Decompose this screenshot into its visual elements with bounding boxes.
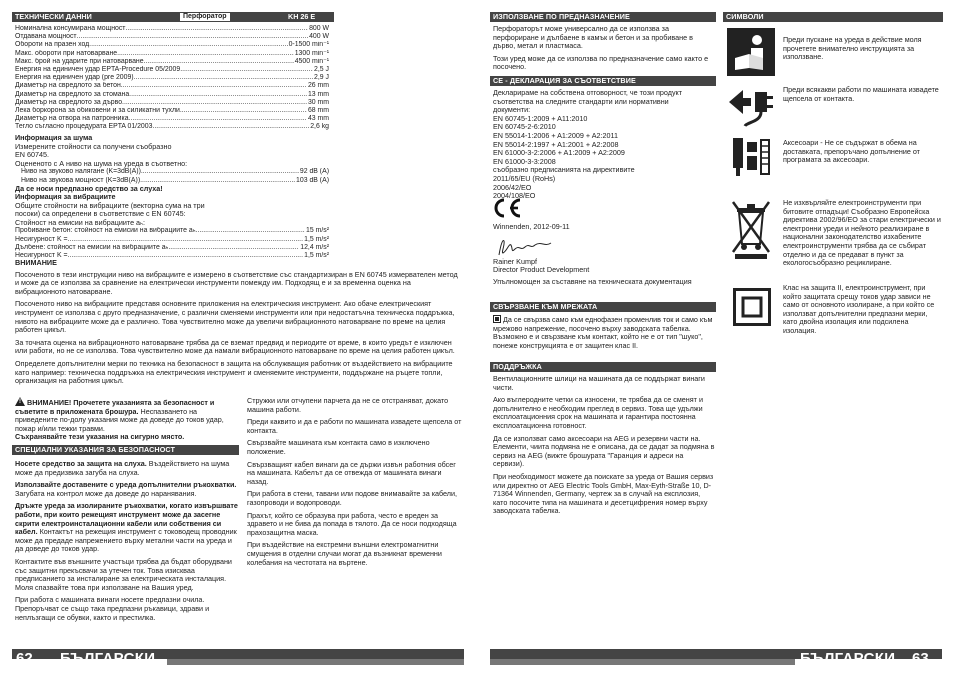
ce-line: съответства на следните стандарти или нормативни [493, 96, 669, 106]
special-safety-paragraph: При въздействие на екстремни външни електромагнитни смущения в отделни случаи могат да възникнат временни колебания на честотата на въртене. [247, 540, 442, 567]
right-language: БЪЛГАРСКИ [800, 650, 896, 667]
use-header [490, 12, 716, 22]
special-safety-text: Въздействието на шума може да предизвика загуба на слуха. [15, 459, 230, 477]
left-footer-gray [167, 659, 464, 665]
leader-dots [121, 82, 307, 90]
tech-row-label: Тегло съгласно процедурата EPTA 01/2003 [15, 123, 153, 131]
symbol-text-4: Не изхвърляйте електроинструменти при битовите отпадъци! Съобразно Европейска директива 2002/96/EO за стари електрически и електронни уреди и нейното реализиране в национални законодателство изхабените електроинструменти трябва да се събират отделно и да се предават в пункт за екологосъобразно рециклиране. [783, 198, 941, 268]
noise-row-label: Ниво на звуково налягане (K=3dB(A)) [21, 168, 141, 176]
special-safety-paragraph [15, 460, 239, 477]
special-safety-paragraph [15, 502, 239, 554]
maintenance-title: ПОДДРЪЖКА [493, 362, 542, 371]
warning-body: Неспазването на приведените по-долу указания може да доведе до токов удар, пожар и/или тежки травми. [15, 406, 224, 433]
mains-title: СВЪРЗВАНЕ КЪМ МРЕЖАТА [493, 302, 598, 311]
ce-line: EN 61000-3-2:2006 + A1:2009 + A2:2009 [493, 148, 625, 158]
ce-header [490, 76, 716, 86]
leader-dots [89, 41, 287, 49]
mains-text: Да се свързва само към еднофазен променлив ток и само към мрежово напрежение, посочено върху заводската табелка. Възможно е и свързване към контакт, който не е от тип "шуко", понеже конструкцията е от защитен клас II. [493, 315, 713, 350]
tech-row-label: Енергия на единичен удар EPTA-Procedure 05/2009 [15, 66, 181, 74]
special-safety-paragraph: Преди каквито и да е работи по машината извадете щепсела от контакта. [247, 417, 462, 435]
ce-line: EN 60745-2-6:2010 [493, 122, 556, 132]
tech-row [15, 82, 329, 90]
tech-row-value: 43 mm [307, 115, 329, 123]
vibration-row [15, 236, 329, 244]
maintenance-paragraph: При необходимост можете да поискате за уреда от Вашия сервиз или директно от AEG Electric Tools GmbH, Max-Eyth-Straße 10, D-71364 Winnenden, Germany, чертеж за в случай на експлозия, като посочите типа на машината и десетцифрения номер върху заводската табелка. [493, 471, 714, 516]
maintenance-paragraph: Ако въглеродните четки са износени, те трябва да се сменят и допълнително е необходим преглед в сервиз. Това ще удължи експлоатационния срок на машината и гарантира постоянна експлоатационна готовност. [493, 395, 703, 430]
signer-name: Rainer Kumpf [493, 257, 537, 266]
noise-values [15, 168, 329, 184]
noise-row [21, 168, 329, 176]
tech-row [15, 115, 329, 123]
tech-row-label: Диаметър на отвора на патронника [15, 115, 129, 123]
square-bullet-icon [493, 315, 501, 323]
special-safety-lead: Използвайте доставените с уреда допълнителни ръкохватки. [15, 480, 237, 490]
leader-dots [141, 168, 299, 176]
vibration-row-value: 15 m/s² [306, 227, 329, 235]
vibration-row [15, 227, 329, 235]
attention-title: ВНИМАНИЕ [15, 258, 57, 267]
ce-line: 2004/108/EO [493, 191, 536, 201]
ce-title: CE - ДЕКЛАРАЦИЯ ЗА СЪОТВЕТСТВИЕ [493, 76, 636, 85]
warning-block [15, 397, 237, 442]
leader-dots [144, 58, 294, 66]
tech-row-label: Макс. брой на ударите при натоварване [15, 57, 144, 65]
left-page-number: 62 [16, 650, 33, 667]
maintenance-paragraphs [493, 375, 715, 520]
leader-dots [180, 107, 307, 115]
attention-section [15, 259, 461, 390]
noise-wear: Да се носи предпазно средство за слуха! [15, 183, 163, 193]
tech-model: KH 26 E [288, 12, 316, 21]
special-safety-text: Загубата на контрол може да доведе до наранявания. [15, 488, 197, 498]
ce-line: съобразно предписанията на директивите [493, 165, 635, 175]
tech-row [15, 74, 329, 82]
vibration-line3: Стойност на емисии на вибрациите aₕ: [15, 217, 145, 227]
tech-row-label: Лека боркорона за обиковени и за силикатни тухли [15, 107, 180, 115]
tech-row-value: 2,6 kg [310, 123, 329, 131]
vibration-line2: посоки) са определени в съответствие с EN 60745: [15, 209, 186, 219]
tech-row-value: 0-1500 min⁻¹ [288, 41, 329, 49]
noise-title: Информация за шума [15, 133, 93, 142]
right-page-number: 63 [912, 650, 929, 667]
tech-row-label: Диаметър на свредлото за бетон [15, 82, 121, 90]
ce-declaration [493, 89, 715, 201]
attention-paragraph: Посоченото в тези инструкции ниво на вибрациите е измерено в съответствие със стандартизиран в EN 60745 измервателен метод и може да се използва за сравнение на електрически инструменти помежду им. Подходящ е и за временна оценка на вибрационното натоварване. [15, 269, 458, 296]
tech-row-label: Обороти на празен ход [15, 41, 90, 49]
leader-dots [152, 123, 309, 131]
signature [495, 235, 555, 259]
ce-line: документи: [493, 105, 531, 115]
warning-text [15, 397, 237, 433]
vibration-row-value: 1,5 m/s² [304, 251, 329, 259]
leader-dots [122, 99, 307, 107]
ce-line: EN 55014-1:2006 + A1:2009 + A2:2011 [493, 130, 618, 140]
noise-row-value: 92 dB (A) [299, 168, 329, 176]
vibration-row-label: Несигурност K = [15, 251, 68, 259]
warning-lead: ВНИМАНИЕ! Прочетете указанията за безопасност и съветите в приложената брошура. [15, 398, 215, 416]
attention-paragraph: За точната оценка на вибрационното натоварване трябва да се вземат предвид и периодите от време, в които уредът е изключен или работи, но не се използва. Това чувствително може да намали вибрационното натоварване по време на целия работен цикъл. [15, 337, 455, 356]
vibration-row-label: Пробиване бетон: стойност на емисии на вибрациите aₕ [15, 227, 196, 235]
tech-row-value: 4500 min⁻¹ [294, 57, 329, 65]
noise-row-label: Ниво на звукова мощност (K=3dB(A)) [21, 176, 141, 184]
special-safety-paragraph [15, 558, 239, 592]
special-safety-text: Контактите във външните участъци трябва да бъдат оборудвани със защитни прекъсвачи за утечен ток. Това изискваа предписанието за инсталиране за електрическата инсталация. Моля спазвайте това при използване на Вашия уред. [15, 556, 232, 592]
use-paragraphs [493, 25, 715, 76]
vibration-row [15, 244, 329, 252]
use-paragraph: Перфораторът може универсално да се използва за перфориране и дълбаене в камък и бетон и за пробиване в дърво, метал и пластмаса. [493, 24, 693, 51]
leader-dots [125, 25, 308, 33]
tech-row-value: 400 W [309, 33, 329, 41]
tech-row-label: Енергия на единичен удар (pre 2009) [15, 74, 134, 82]
leader-dots [140, 177, 295, 185]
special-safety-lead: Носете средство за защита на слуха. [15, 459, 147, 468]
leader-dots [68, 236, 304, 244]
leader-dots [129, 91, 307, 99]
leader-dots [134, 74, 313, 82]
special-safety-header [12, 445, 239, 455]
vibration-line1: Общите стойности на вибрациите (векторна сума на три [15, 200, 205, 210]
signature-image [495, 235, 555, 259]
leader-dots [180, 66, 313, 74]
use-paragraph: Този уред може да се използва по предназначение само както е посочено. [493, 53, 709, 72]
tech-row [15, 50, 329, 58]
special-safety-paragraph: Стружки или отчупени парчета да не се отстраняват, докато машина работи. [247, 396, 449, 414]
tech-row-value: 13 mm [307, 90, 329, 98]
special-safety-paragraph [15, 596, 239, 622]
noise-line1: Измерените стойности са получени съобразно [15, 141, 172, 151]
use-title: ИЗПОЛЗВАНЕ ПО ПРЕДНАЗНАЧЕНИЕ [493, 12, 630, 21]
left-language: БЪЛГАРСКИ [60, 650, 156, 667]
tech-data-title: ТЕХНИЧЕСКИ ДАННИ [15, 12, 92, 21]
tech-row [15, 107, 329, 115]
signer-title: Director Product Development [493, 265, 590, 274]
special-safety-col2 [247, 397, 462, 571]
ce-line: 2011/65/EU (RoHs) [493, 173, 556, 183]
tech-row [15, 41, 329, 49]
vibration-row-value: 12,4 m/s² [300, 243, 329, 251]
maintenance-header [490, 362, 716, 372]
warning-triangle-icon: ! [15, 397, 25, 406]
accessories-icon [727, 132, 775, 180]
tech-row [15, 91, 329, 99]
tech-row-label: Макс. обороти при натоварване [15, 49, 118, 57]
tech-row-value: 2,9 J [314, 74, 329, 82]
tech-row [15, 25, 329, 33]
mains-paragraph [493, 315, 715, 350]
ce-line: EN 60745-1:2009 + A11:2010 [493, 113, 588, 123]
symbol-text-3: Аксесоари - Не се съдържат в обема на доставката, препоръчано допълнение от програмата за аксесоари. [783, 138, 920, 165]
special-safety-text: При работа с машината винаги носете предпазни очила. Препоръчват се също така предпазни ръкавици, здрави и неплъзгащи се обувки, както и престилка. [15, 595, 210, 622]
authorized-text: Упълномощен за съставяне на техническата документация [493, 277, 692, 286]
special-safety-paragraph: Свързвайте машината към контакта само в изключено положение. [247, 438, 430, 456]
vibration-row-label: Дълбене: стойност на емисии на вибрациите aₕ [15, 243, 169, 251]
tech-row-value: 26 mm [307, 82, 329, 90]
noise-section [15, 134, 329, 193]
vibration-values [15, 227, 329, 260]
ce-line: Декларираме на собствена отговорност, че този продукт [493, 88, 683, 97]
special-safety-lead: Дръжте уреда за изолираните ръкохватки, когато извършвате работи, при които режещият инструмент може да засегне скрити електроинсталационни кабели или собствения си кабел. [15, 501, 238, 537]
ce-line: 2006/42/EO [493, 182, 532, 192]
tech-row-label: Диаметър на свредлото за стомана [15, 90, 130, 98]
mains-section [493, 315, 715, 350]
attention-paragraph: Посоченото ниво на вибрациите представя основните приложения на електрическия инструмент. Ако обаче електрическият инструмент се използва с друго предназначение, с различни сменяеми инструменти или при недостатъчна техническа поддръжка, нивото на вибрациите може да е различно. Това чувствително може да увеличи вибрационното натоварване по време на целия работен цикъл. [15, 299, 455, 335]
tech-row [15, 66, 329, 74]
vibration-row-value: 1,5 m/s² [304, 235, 329, 243]
leader-dots [77, 33, 308, 41]
noise-line2: EN 60745. [15, 150, 49, 160]
mains-header [490, 302, 716, 312]
tech-row-value: 30 mm [307, 98, 329, 106]
weee-bin-icon [727, 196, 775, 260]
special-safety-paragraph [15, 481, 239, 498]
tech-row-label: Диаметър на свредлото за дърво [15, 98, 123, 106]
symbols-header [723, 12, 943, 22]
special-safety-paragraph: Прахът, който се образува при работа, често е вреден за здравето и не бива да попада в тялото. Да се носи подходяща прахозащитна маска. [247, 510, 457, 537]
vibration-section [15, 193, 329, 260]
noise-row-value: 103 dB (A) [296, 176, 329, 184]
tech-row [15, 99, 329, 107]
place-date: Winnenden, 2012-09-11 [493, 222, 570, 231]
right-footer-gray [490, 659, 795, 665]
special-safety-text: Контактът на режещия инструмент с тоководещ проводник може да предаде напрежението върху метални части на уреда и да доведе до токов удар. [15, 527, 237, 554]
symbols-title: СИМВОЛИ [726, 12, 764, 21]
noise-line3: Оцененото с А ниво на шума на уреда в съответно: [15, 158, 188, 168]
leader-dots [129, 115, 307, 123]
tech-row [15, 58, 329, 66]
tech-row-value: 1300 min⁻¹ [294, 49, 329, 57]
special-safety-paragraph: Свързващият кабел винаги да се държи извън работния обсег на машината. Кабелът да се отвежда от машината винаги назад. [247, 459, 456, 486]
ce-line: EN 55014-2:1997 + A1:2001 + A2:2008 [493, 139, 619, 149]
leader-dots [168, 244, 299, 252]
leader-dots [117, 50, 294, 58]
warning-keep: Съхранявайте тези указания на сигурно място. [15, 432, 185, 442]
tech-data-table [15, 25, 329, 132]
attention-paragraph: Определете допълнителни мерки по техника на безопасност в защита на обслужващия работник от въздействието на вибрациите като например: техническа поддръжка на електрическия инструмент и сменяемите инструменти, поддържане на ръцете топли, организация на работния цикъл. [15, 358, 453, 386]
tech-row-value: 68 mm [307, 107, 329, 115]
symbol-text-5: Клас на защита II, електроинструмент, при който защитата срещу токов удар зависи не само от основното изолиране, а при който се използват допълнителни предпазни мерки, като двойна изолация или подсилена изолация. [783, 283, 935, 335]
special-safety-paragraph: При работа в стени, тавани или подове внимавайте за кабели, газопроводи и водопроводи. [247, 489, 458, 507]
vibration-row-label: Несигурност K = [15, 235, 68, 243]
special-safety-col1 [15, 460, 239, 626]
tech-row-label: Номинална консумирана мощност [15, 25, 126, 32]
tech-row-value: 800 W [309, 25, 329, 32]
tech-row [15, 33, 329, 41]
tech-row-value: 2,5 J [314, 66, 329, 74]
tech-row [15, 123, 329, 131]
unplug-icon [727, 82, 775, 130]
class-ii-icon [733, 288, 771, 326]
symbol-text-1: Преди пускане на уреда в действие моля прочетете внимателно инструкцията за използване. [783, 35, 922, 62]
maintenance-paragraph: Вентилационните шлици на машината да се поддържат винаги чисти. [493, 374, 705, 392]
maintenance-paragraph: Да се използват само аксесоари на AEG и резервни части на. Елементи, чиита подмяна не е описана, да се дадат за подмяна в сервиз на AEG (вижте брошурата "Гаранция и адреси на сервизи). [493, 433, 715, 469]
leader-dots [196, 227, 305, 235]
ce-mark-icon [491, 197, 523, 219]
special-safety-title: СПЕЦИАЛНИ УКАЗАНИЯ ЗА БЕЗОПАСНОСТ [15, 445, 176, 454]
ce-line: EN 61000-3-3:2008 [493, 156, 556, 166]
read-manual-icon [727, 28, 775, 76]
attention-paragraphs [15, 271, 461, 386]
tech-model-label: Перфоратор [180, 13, 230, 21]
symbol-text-2: Преди всякакви работи по машината извадете щепсела от контакта. [783, 85, 939, 103]
vibration-title: Информация за вибрациите [15, 192, 116, 201]
tech-row-label: Отдавана мощност [15, 33, 77, 41]
ce-mark [491, 197, 523, 219]
